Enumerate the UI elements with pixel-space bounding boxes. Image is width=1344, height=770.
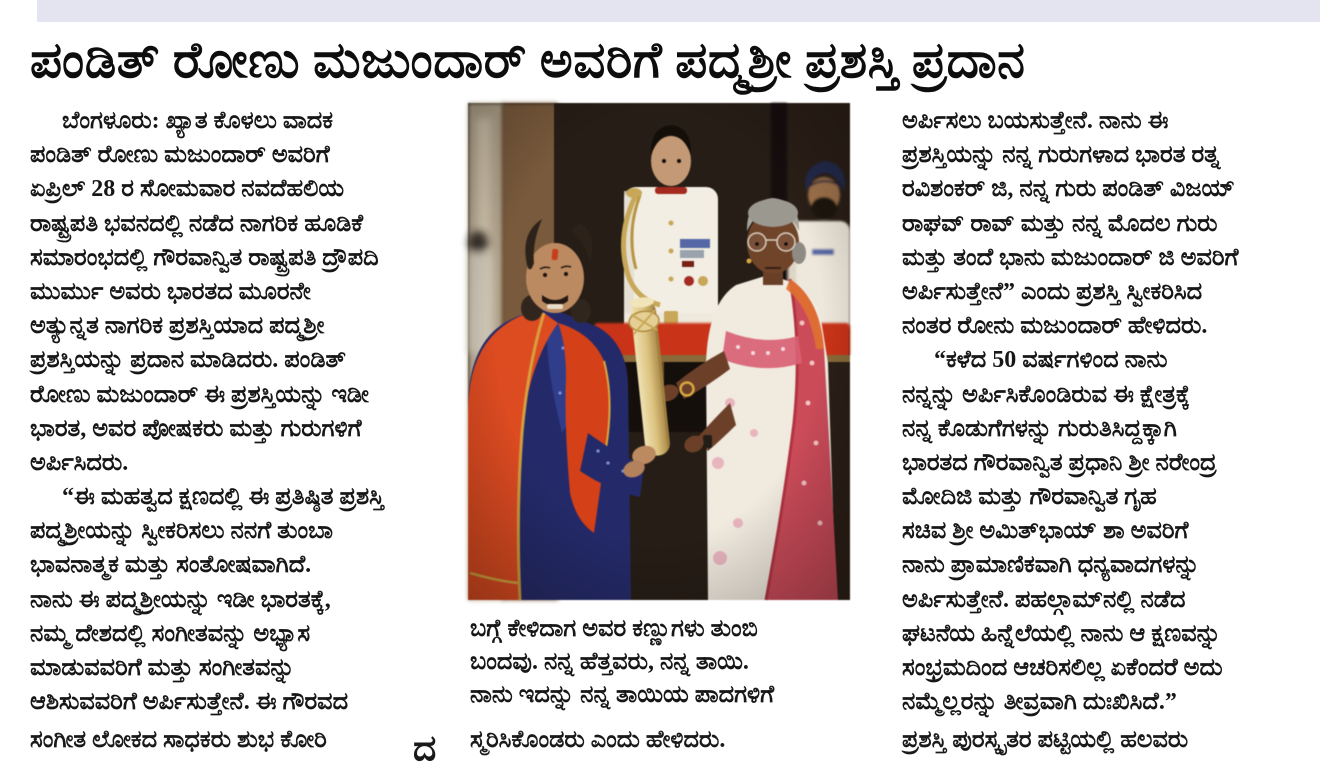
article-column-right	[902, 104, 1337, 719]
text-line: ಭಾವನಾತ್ಮಕ ಮತ್ತು ಸಂತೋಷವಾಗಿದೆ.	[30, 552, 312, 579]
award-ceremony-photo-svg	[468, 103, 850, 600]
text-line: ಪದ್ಮಶ್ರೀಯನ್ನು ಸ್ವೀಕರಿಸಲು ನನಗೆ ತುಂಬಾ	[30, 518, 334, 545]
text-line: ನನ್ನ ಕೊಡುಗೆಗಳನ್ನು ಗುರುತಿಸಿದ್ದಕ್ಕಾಗಿ	[902, 415, 1177, 442]
text-line: ರಾಷ್ಟ್ರಪತಿ ಭವನದಲ್ಲಿ ನಡೆದ ನಾಗರಿಕ ಹೂಡಿಕೆ	[30, 210, 364, 237]
text-line: ಸಚಿವ ಶ್ರೀ ಅಮಿತ್‌ಭಾಯ್ ಶಾ ಅವರಿಗೆ	[902, 518, 1189, 545]
clipped-bold-initial: ದ	[413, 728, 437, 768]
photo-vignette	[468, 103, 850, 600]
article-photo	[468, 103, 850, 600]
text-line: ಮುರ್ಮು ಅವರು ಭಾರತದ ಮೂರನೇ	[30, 278, 311, 305]
clipped-next-line-right: ಪ್ರಶಸ್ತಿ ಪುರಸ್ಕೃತರ ಪಟ್ಟಿಯಲ್ಲಿ ಹಲವರು	[902, 727, 1189, 753]
text-line: ನನ್ನನ್ನು ಅರ್ಪಿಸಿಕೊಂಡಿರುವ ಈ ಕ್ಷೇತ್ರಕ್ಕೆ	[902, 381, 1191, 408]
text-line: ಭಾರತ, ಅವರ ಪೋಷಕರು ಮತ್ತು ಗುರುಗಳಿಗೆ	[30, 415, 362, 442]
text-line: ನಮ್ಮ ದೇಶದಲ್ಲಿ ಸಂಗೀತವನ್ನು ಅಭ್ಯಾಸ	[30, 620, 311, 647]
text-line: ರೋಣು ಮಜುಂದಾರ್ ಈ ಪ್ರಶಸ್ತಿಯನ್ನು ಇಡೀ	[30, 381, 369, 408]
text-line: ನಾನು ಇದನ್ನು ನನ್ನ ತಾಯಿಯ ಪಾದಗಳಿಗೆ	[470, 682, 775, 708]
text-line: ಅರ್ಪಿಸುತ್ತೇನೆ. ಪಹಲ್ಗಾಮ್‌ನಲ್ಲಿ ನಡೆದ	[902, 586, 1186, 613]
article-column-left	[30, 104, 455, 719]
text-line: ಬಂದವು. ನನ್ನ ಹೆತ್ತವರು, ನನ್ನ ತಾಯಿ.	[470, 649, 749, 675]
text-line: ನಂತರ ರೋನು ಮಜುಂದಾರ್ ಹೇಳಿದರು.	[902, 313, 1208, 340]
text-line: ಮೋದಿಜಿ ಮತ್ತು ಗೌರವಾನ್ವಿತ ಗೃಹ	[902, 484, 1157, 511]
text-line: ಅತ್ಯುನ್ನತ ನಾಗರಿಕ ಪ್ರಶಸ್ತಿಯಾದ ಪದ್ಮಶ್ರೀ	[30, 313, 325, 340]
text-line: ನಾನು ಈ ಪದ್ಮಶ್ರೀಯನ್ನು ಇಡೀ ಭಾರತಕ್ಕೆ,	[30, 586, 331, 613]
text-line: ಬೆಂಗಳೂರು: ಖ್ಯಾತ ಕೊಳಲು ವಾದಕ	[62, 108, 334, 134]
text-line: ನಮ್ಮೆಲ್ಲರನ್ನು ತೀವ್ರವಾಗಿ ದುಃಖಿಸಿದೆ.”	[902, 689, 1177, 716]
article-column-middle	[470, 613, 870, 712]
text-line: ಪ್ರಶಸ್ತಿಯನ್ನು ಪ್ರದಾನ ಮಾಡಿದರು. ಪಂಡಿತ್	[30, 347, 346, 374]
text-line: ಏಪ್ರಿಲ್ 28 ರ ಸೋಮವಾರ ನವದೆಹಲಿಯ	[30, 176, 345, 203]
top-divider-bar	[37, 0, 1320, 22]
text-line: “ಕಳೆದ 50 ವರ್ಷಗಳಿಂದ ನಾನು	[934, 347, 1168, 374]
text-line: ಆಶಿಸುವವರಿಗೆ ಅರ್ಪಿಸುತ್ತೇನೆ. ಈ ಗೌರವದ	[30, 689, 349, 716]
text-line: ನಾನು ಪ್ರಾಮಾಣಿಕವಾಗಿ ಧನ್ಯವಾದಗಳನ್ನು	[902, 552, 1200, 579]
text-line: ಅರ್ಪಿಸಿದರು.	[30, 449, 129, 476]
text-line: ರಾಘವ್ ರಾವ್ ಮತ್ತು ನನ್ನ ಮೊದಲ ಗುರು	[902, 210, 1218, 237]
text-line: ಮತ್ತು ತಂದೆ ಭಾನು ಮಜುಂದಾರ್ ಜಿ ಅವರಿಗೆ	[902, 244, 1239, 271]
text-line: ಭಾರತದ ಗೌರವಾನ್ವಿತ ಪ್ರಧಾನಿ ಶ್ರೀ ನರೇಂದ್ರ	[902, 449, 1217, 476]
text-line: ಸಮಾರಂಭದಲ್ಲಿ ಗೌರವಾನ್ವಿತ ರಾಷ್ಟ್ರಪತಿ ದ್ರೌಪದಿ	[30, 244, 379, 271]
article-headline: ಪಂಡಿತ್ ರೋಣು ಮಜುಂದಾರ್ ಅವರಿಗೆ ಪದ್ಮಶ್ರೀ ಪ್ರಶಸ್ತಿ ಪ್ರದಾನ	[30, 32, 1026, 88]
text-line: ಪ್ರಶಸ್ತಿಯನ್ನು ನನ್ನ ಗುರುಗಳಾದ ಭಾರತ ರತ್ನ	[902, 142, 1221, 169]
text-line: ರವಿಶಂಕರ್ ಜಿ, ನನ್ನ ಗುರು ಪಂಡಿತ್ ವಿಜಯ್	[902, 176, 1235, 203]
text-line: ಅರ್ಪಿಸಲು ಬಯಸುತ್ತೇನೆ. ನಾನು ಈ	[902, 108, 1169, 134]
text-line: ಅರ್ಪಿಸುತ್ತೇನೆ” ಎಂದು ಪ್ರಶಸ್ತಿ ಸ್ವೀಕರಿಸಿದ	[902, 278, 1203, 305]
clipped-next-line-middle: ಸ್ಮರಿಸಿಕೊಂಡರು ಎಂದು ಹೇಳಿದರು.	[470, 727, 726, 753]
text-line: ಘಟನೆಯ ಹಿನ್ನೆಲೆಯಲ್ಲಿ ನಾನು ಆ ಕ್ಷಣವನ್ನು	[902, 620, 1221, 647]
text-line: ಪಂಡಿತ್ ರೋಣು ಮಜುಂದಾರ್ ಅವರಿಗೆ	[30, 142, 330, 169]
text-line: ಸಂಭ್ರಮದಿಂದ ಆಚರಿಸಲಿಲ್ಲ ಏಕೆಂದರೆ ಅದು	[902, 655, 1223, 681]
text-line: “ಈ ಮಹತ್ವದ ಕ್ಷಣದಲ್ಲಿ ಈ ಪ್ರತಿಷ್ಠಿತ ಪ್ರಶಸ್ತಿ	[62, 484, 384, 511]
text-line: ಮಾಡುವವರಿಗೆ ಮತ್ತು ಸಂಗೀತವನ್ನು	[30, 655, 295, 681]
clipped-next-line-left: ಸಂಗೀತ ಲೋಕದ ಸಾಧಕರು ಶುಭ ಕೋರಿ	[30, 727, 327, 753]
text-line: ಬಗ್ಗೆ ಕೇಳಿದಾಗ ಅವರ ಕಣ್ಣುಗಳು ತುಂಬಿ	[470, 616, 758, 642]
